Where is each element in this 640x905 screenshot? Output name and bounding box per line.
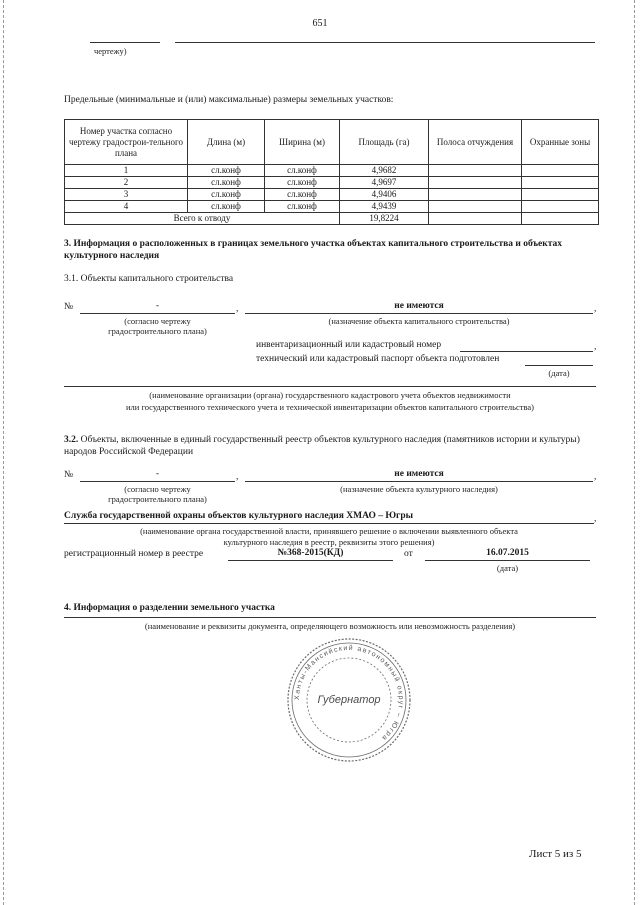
scan-edge-right (634, 0, 636, 905)
cell-length: сл.конф (188, 177, 265, 189)
comma-5: , (594, 472, 597, 482)
top-line-right (175, 42, 595, 43)
authority-line (64, 523, 594, 524)
cell-number: 4 (65, 201, 188, 213)
comma-1: , (236, 304, 239, 314)
stamp-center-text: Губернатор (317, 694, 381, 706)
cell-number: 1 (65, 165, 188, 177)
cell-area: 4,9697 (340, 177, 429, 189)
table-row (65, 165, 599, 177)
number-dash-2: - (155, 469, 160, 479)
cell-number: 3 (65, 189, 188, 201)
passport-label: технический или кадастровый паспорт объекта подготовлен (256, 354, 500, 364)
number-sign-1: № (64, 302, 74, 312)
page-number: 651 (312, 18, 328, 29)
comma-2: , (594, 304, 597, 314)
number-line-2 (80, 481, 235, 482)
header-length: Длина (м) (188, 120, 265, 165)
authority-name: Служба государственной охраны объектов культурного наследия ХМАО – Югры (64, 511, 414, 521)
header-exclusion-strip: Полоса отчуждения (429, 120, 522, 165)
org-caption-1: (наименование организации (органа) государственного кадастрового учета объектов недвижимости (149, 390, 511, 400)
official-stamp (284, 635, 414, 765)
caption-purpose-1: (назначение объекта капитального строительства) (328, 316, 510, 326)
cell-area: 4,9406 (340, 189, 429, 201)
cell-area: 4,9682 (340, 165, 429, 177)
comma-3: , (594, 342, 597, 352)
plot-sizes-table (64, 119, 599, 225)
cell-zones (522, 201, 599, 213)
authority-caption-1: (наименование органа государственной власти, принявшего решение о включении выявленного объекта (140, 526, 518, 536)
top-caption: чертежу) (94, 46, 127, 56)
cell-width: сл.конф (265, 165, 340, 177)
caption-purpose-2: (назначение объекта культурного наследия) (340, 484, 498, 494)
section4-caption: (наименование и реквизиты документа, определяющего возможность или невозможность разделения) (144, 621, 516, 631)
inventory-label: инвентаризационный или кадастровый номер (256, 340, 442, 350)
cell-width: сл.конф (265, 177, 340, 189)
cell-number: 2 (65, 177, 188, 189)
table-row (65, 177, 599, 189)
section31-title: 3.1. Объекты капитального строительства (64, 274, 234, 284)
reg-label: регистрационный номер в реестре (64, 549, 204, 559)
objects-value-2: не имеются (394, 469, 444, 479)
caption-left-2b: градостроительного плана) (108, 494, 207, 504)
authority-caption-2: культурного наследия в реестр, реквизиты этого решения) (223, 537, 435, 547)
header-width: Ширина (м) (265, 120, 340, 165)
org-caption-2: или государственного технического учета и технической инвентаризации объектов капитального строительства) (125, 402, 534, 412)
caption-left-2a: (согласно чертежу (124, 484, 191, 494)
purpose-line-2 (245, 481, 593, 482)
section32-text: Объекты, включенные в единый государственный реестр объектов культурного наследия (памятников истории и культуры) народов Российской Федерации (64, 435, 580, 457)
header-protection-zones: Охранные зоны (522, 120, 599, 165)
cell-exclusion (429, 201, 522, 213)
header-plot-number: Номер участка согласно чертежу градострои-тельного плана (65, 120, 188, 165)
caption-left-1b: градостроительного плана) (108, 326, 207, 336)
number-sign-2: № (64, 470, 74, 480)
table-header-row (65, 120, 599, 165)
cell-length: сл.конф (188, 165, 265, 177)
sizes-heading: Предельные (минимальные и (или) максимальные) размеры земельных участков: (64, 95, 394, 105)
cell-exclusion (429, 177, 522, 189)
passport-date-caption: (дата) (548, 368, 570, 378)
sheet-number: Лист 5 из 5 (529, 848, 582, 860)
reg-date: 16.07.2015 (486, 548, 529, 558)
total-label: Всего к отводу (65, 213, 340, 225)
cell-exclusion (429, 189, 522, 201)
section4-title: 4. Информация о разделении земельного участка (64, 603, 275, 613)
cell-zones (522, 177, 599, 189)
total-value: 19,8224 (340, 213, 429, 225)
stamp-ring-text: Ханты-Мансийский автономный округ – Югра (293, 644, 405, 743)
header-area: Площадь (га) (340, 120, 429, 165)
caption-left-1a: (согласно чертежу (124, 316, 191, 326)
comma-4: , (236, 472, 239, 482)
reg-date-caption: (дата) (496, 563, 519, 573)
inventory-line (460, 351, 593, 352)
reg-date-line (425, 560, 590, 561)
stamp-graphic (284, 635, 414, 765)
cell-length: сл.конф (188, 201, 265, 213)
svg-text:Ханты-Мансийский автономный ок (294, 644, 404, 742)
cell-zones (522, 165, 599, 177)
section32-title (64, 434, 598, 458)
cell-width: сл.конф (265, 189, 340, 201)
scan-edge-left (3, 0, 5, 905)
reg-number: №368-2015(КД) (277, 548, 344, 558)
cell-length: сл.конф (188, 189, 265, 201)
top-line-left (90, 42, 160, 43)
reg-from: от (404, 549, 413, 559)
purpose-line-1 (245, 313, 593, 314)
table-row (65, 189, 599, 201)
reg-number-line (228, 560, 393, 561)
cell-width: сл.конф (265, 201, 340, 213)
cell-zones (522, 189, 599, 201)
total-zones (522, 213, 599, 225)
table-total-row (65, 213, 599, 225)
table-row (65, 201, 599, 213)
objects-value-1: не имеются (394, 301, 444, 311)
total-exclusion (429, 213, 522, 225)
number-dash-1: - (155, 301, 160, 311)
passport-date-line (525, 365, 593, 366)
cell-area: 4,9439 (340, 201, 429, 213)
comma-6: , (594, 514, 597, 524)
section3-title: 3. Информация о расположенных в границах земельного участка объектах капитального строительства и объектах культурного наследия (64, 239, 563, 261)
cell-exclusion (429, 165, 522, 177)
org-line (64, 386, 596, 387)
number-line-1 (80, 313, 235, 314)
section32-number: 3.2. (64, 435, 79, 445)
section4-line (64, 617, 596, 618)
